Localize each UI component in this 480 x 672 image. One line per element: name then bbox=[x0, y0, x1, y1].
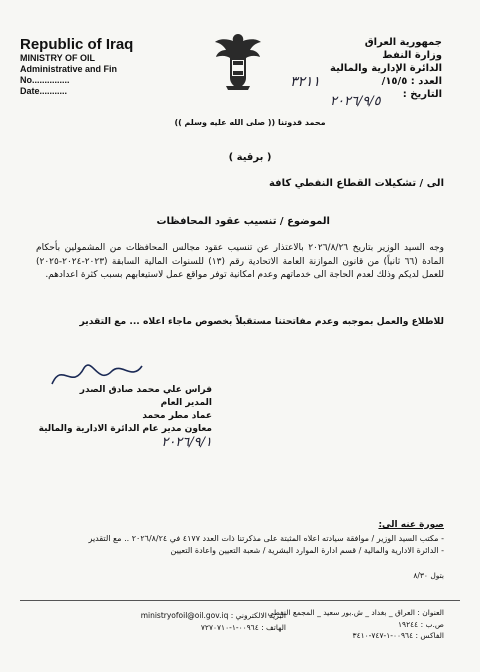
handwritten-date: ٢٠٢٦/٩/٥ bbox=[330, 94, 381, 109]
footer-email-line bbox=[86, 610, 286, 622]
signatory-title: المدير العام bbox=[160, 398, 212, 408]
footer-contact-block bbox=[86, 610, 286, 633]
footer-divider bbox=[20, 600, 460, 601]
footer-po-box: ص.ب : ١٩٢٤٤ bbox=[398, 619, 444, 629]
arabic-header bbox=[330, 36, 442, 101]
deputy-name: عماد مطر محمد bbox=[142, 411, 212, 421]
copy-to-list bbox=[24, 533, 444, 556]
arabic-number-label: العدد : ١٥/٥/ bbox=[381, 76, 442, 87]
copy-item: - الدائرة الادارية والمالية / قسم ادارة الموارد البشرية / شعبة التعيين واعادة التعيين bbox=[170, 545, 444, 555]
copy-to-title: صورة عنه الى: bbox=[378, 520, 444, 530]
english-title: Republic of Iraq bbox=[20, 36, 134, 53]
footer-email-label: البريد الالكتروني : bbox=[230, 611, 286, 620]
body-paragraph: وجه السيد الوزير بتاريخ ٢٠٢٦/٨/٢٦ بالاعتذار عن تنسيب عقود مجالس المحافظات من المشمولين بأحكام المادة (٦٦ ثانياً) من قانون الموازنة العامة الاتحادية رقم (١٣) للسنوات المالية السابقة (٢٠٢٣-٢٠٢٤-٢٠٢٥) للعمل لديكم وذلك لعدم الحاجة الى خدماتهم وعدم امكانية توفر مواقع عمل لاستيعابهم بسبب كثرة اعدادهم. bbox=[36, 243, 444, 280]
copy-item: - مكتب السيد الوزير / موافقة سيادته اعلاه المثبتة على مذكرتنا ذات العدد ٤١٧٧ في ٢٠٢٦/٨/٢٤ .. مع التقدير bbox=[88, 534, 444, 543]
english-department: Administrative and Fin bbox=[20, 64, 118, 74]
eagle-emblem-icon bbox=[212, 30, 264, 92]
closing-line: للاطلاع والعمل بموجبه وعدم مفاتحتنا مستقبلاً بخصوص ماجاء اعلاه ... مع التقدير bbox=[79, 316, 444, 327]
signature-block bbox=[32, 384, 212, 449]
arabic-ministry: وزارة النفط bbox=[382, 50, 442, 61]
signature-date: ٢٠٢٦/٩/١ bbox=[161, 435, 212, 450]
english-number-field: No............... bbox=[20, 75, 70, 85]
english-ministry: MINISTRY OF OIL bbox=[20, 53, 96, 63]
footer-address: العنوان : العراق _ بغداد _ ش.بور سعيد _ المجمع النفطي bbox=[267, 608, 444, 617]
document-type: ( برقية ) bbox=[228, 152, 272, 163]
signatory-name: فراس علي محمد صادق الصدر bbox=[79, 385, 212, 395]
handwritten-number: ٣٢١١ bbox=[290, 74, 321, 90]
arabic-date-label: التاريخ : bbox=[402, 89, 442, 100]
arabic-department: الدائرة الإدارية والمالية bbox=[330, 63, 442, 74]
subject-line: الموضوع / تنسيب عقود المحافظات bbox=[156, 216, 330, 227]
deputy-title: معاون مدير عام الدائرة الادارية والمالية bbox=[38, 424, 212, 434]
footer-fax: الفاكس : ٠٠٩٦٤-١-٧٤٧-٣٤١٠ bbox=[352, 631, 444, 640]
footer-email[interactable]: ministryofoil@oil.gov.iq bbox=[140, 611, 229, 620]
english-header bbox=[20, 36, 133, 97]
footer-phone: الهاتف : ٠٠٩٦٤-١-٧٢٧٠٧١٠ bbox=[200, 622, 286, 632]
addressee: الى / تشكيلات القطاع النفطي كافة bbox=[268, 178, 444, 189]
typist-note: بتول ٨/٣٠ bbox=[413, 571, 444, 580]
arabic-republic: جمهورية العراق bbox=[364, 37, 442, 48]
footer-address-block bbox=[268, 607, 444, 642]
header-quote: محمد قدوتنا (( صلى الله عليه وسلم )) bbox=[174, 118, 326, 127]
english-date-field: Date........... bbox=[20, 86, 68, 96]
